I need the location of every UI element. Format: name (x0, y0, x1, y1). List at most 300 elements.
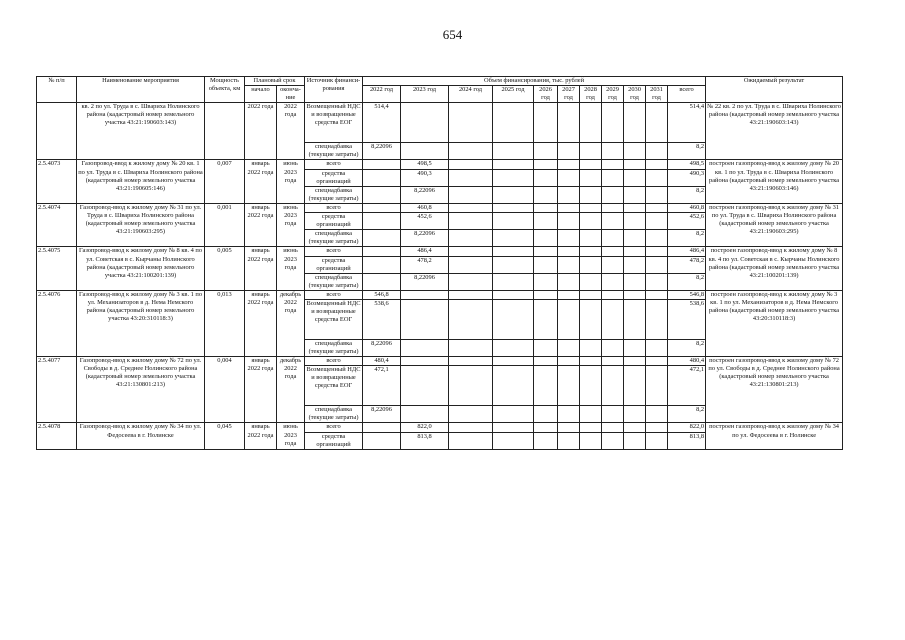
value-total: 452,6 (668, 213, 706, 230)
header-period: Плановый срок (245, 77, 305, 86)
value-2023: 486,4 (401, 247, 449, 256)
value-empty (602, 299, 624, 339)
value-empty (580, 203, 602, 212)
value-2022 (363, 160, 401, 169)
value-empty (646, 366, 668, 406)
row-source: Возмещенный НДС и возвращенные средства ЕОГ (305, 366, 363, 406)
value-2022 (363, 256, 401, 273)
value-2023: 813,8 (401, 432, 449, 449)
row-name: Газопровод-ввод к жилому дому № 20 кв. 1 по ул. Труда в с. Швариха Нолинского района (кадастровый номер земельного участка 43:21:190605:146) (77, 160, 205, 203)
header-year: 2030 год (624, 86, 646, 103)
row-source: всего (305, 247, 363, 256)
row-end: июнь 2023 года (277, 160, 305, 203)
value-empty (646, 213, 668, 230)
value-empty (602, 273, 624, 290)
value-empty (558, 423, 580, 432)
value-empty (602, 186, 624, 203)
value-empty (558, 339, 580, 356)
value-empty (534, 357, 558, 366)
value-2022: 538,6 (363, 299, 401, 339)
value-empty (624, 366, 646, 406)
row-result: № 22 кв. 2 по ул. Труда в с. Швариха Нолинского района (кадастровый номер земельного участка 43:21:190603:143) (706, 103, 843, 160)
value-empty (493, 406, 534, 423)
value-empty (624, 406, 646, 423)
value-empty (493, 169, 534, 186)
value-empty (449, 169, 493, 186)
row-result: построен газопровод-ввод к жилому дому № 31 по ул. Труда в с. Швариха Нолинского района (кадастровый номер земельного участка 43:21:190603:295) (706, 203, 843, 246)
row-capacity: 0,013 (205, 290, 245, 356)
value-empty (624, 357, 646, 366)
row-source: спецнадбавка (текущие затраты) (305, 339, 363, 356)
row-number: 2.5.4074 (37, 203, 77, 246)
value-empty (624, 423, 646, 432)
value-2023 (401, 290, 449, 299)
value-2023: 460,8 (401, 203, 449, 212)
value-empty (602, 290, 624, 299)
row-result: построен газопровод-ввод к жилому дому № 8 кв. 4 по ул. Советская в с. Кырчаны Нолинского района (кадастровый номер земельного участка 43:21:100201:139) (706, 247, 843, 290)
value-empty (534, 213, 558, 230)
row-source: спецнадбавка (текущие затраты) (305, 143, 363, 160)
row-source: средства организаций (305, 256, 363, 273)
value-empty (558, 256, 580, 273)
value-2022: 8,22096 (363, 406, 401, 423)
row-start: январь 2022 года (245, 203, 277, 246)
value-empty (558, 169, 580, 186)
header-total: всего (668, 86, 706, 103)
row-start: январь 2022 года (245, 423, 277, 449)
value-total: 486,4 (668, 247, 706, 256)
row-capacity: 0,001 (205, 203, 245, 246)
value-empty (449, 273, 493, 290)
value-empty (558, 366, 580, 406)
value-empty (534, 160, 558, 169)
row-capacity (205, 103, 245, 160)
row-end: декабрь 2022 года (277, 357, 305, 423)
value-empty (602, 213, 624, 230)
value-empty (493, 357, 534, 366)
header-end: оконча-ние (277, 86, 305, 103)
value-2022: 514,4 (363, 103, 401, 143)
row-source: спецнадбавка (текущие затраты) (305, 230, 363, 247)
row-source: всего (305, 290, 363, 299)
row-source: средства организаций (305, 432, 363, 449)
value-2023 (401, 366, 449, 406)
row-name: Газопровод-ввод к жилому дому № 3 кв. 1 по ул. Механизаторов в д. Нема Немского района (кадастровый номер земельного участка 43:20:310118:3) (77, 290, 205, 356)
header-year: 2029 год (602, 86, 624, 103)
value-empty (646, 273, 668, 290)
value-2022 (363, 186, 401, 203)
value-empty (646, 423, 668, 432)
value-total: 813,8 (668, 432, 706, 449)
value-empty (624, 203, 646, 212)
value-empty (534, 423, 558, 432)
value-2022: 472,1 (363, 366, 401, 406)
value-empty (449, 423, 493, 432)
value-2023: 8,22096 (401, 186, 449, 203)
value-total: 480,4 (668, 357, 706, 366)
value-empty (624, 273, 646, 290)
value-empty (646, 169, 668, 186)
value-empty (534, 169, 558, 186)
value-empty (449, 256, 493, 273)
value-empty (449, 357, 493, 366)
value-empty (580, 230, 602, 247)
header-start: начало (245, 86, 277, 103)
table-row (37, 203, 843, 212)
value-empty (580, 423, 602, 432)
header-year: 2023 год (401, 86, 449, 103)
row-name: Газопровод-ввод к жилому дому № 72 по ул. Свободы в д. Среднее Нолинского района (кадастровый номер земельного участка 43:21:130801:213) (77, 357, 205, 423)
row-number (37, 103, 77, 160)
value-empty (534, 406, 558, 423)
value-empty (493, 230, 534, 247)
header-year: 2024 год (449, 86, 493, 103)
value-empty (646, 432, 668, 449)
value-empty (602, 230, 624, 247)
value-empty (558, 203, 580, 212)
value-empty (602, 143, 624, 160)
value-empty (493, 432, 534, 449)
value-total: 8,2 (668, 186, 706, 203)
table-header (37, 77, 843, 103)
value-empty (624, 247, 646, 256)
value-empty (493, 213, 534, 230)
value-empty (558, 432, 580, 449)
value-empty (534, 432, 558, 449)
value-empty (602, 103, 624, 143)
header-funding: Объем финансирования, тыс. рублей (363, 77, 706, 86)
value-empty (602, 169, 624, 186)
value-2023: 498,5 (401, 160, 449, 169)
value-empty (602, 256, 624, 273)
value-empty (646, 339, 668, 356)
value-empty (493, 299, 534, 339)
value-2022 (363, 432, 401, 449)
value-empty (493, 366, 534, 406)
value-empty (493, 143, 534, 160)
header-result: Ожидаемый результат (706, 77, 843, 103)
header-year: 2022 год (363, 86, 401, 103)
value-empty (624, 143, 646, 160)
row-number: 2.5.4073 (37, 160, 77, 203)
row-result: построен газопровод-ввод к жилому дому № 72 по ул. Свободы в д. Среднее Нолинского района (кадастровый номер земельного участка 43:21:130801:213) (706, 357, 843, 423)
value-empty (624, 432, 646, 449)
value-2022 (363, 273, 401, 290)
header-num: № п/п (37, 77, 77, 103)
value-empty (646, 406, 668, 423)
value-empty (580, 186, 602, 203)
row-source: всего (305, 203, 363, 212)
value-empty (580, 247, 602, 256)
row-source: спецнадбавка (текущие затраты) (305, 406, 363, 423)
value-empty (493, 160, 534, 169)
value-empty (534, 256, 558, 273)
row-end: 2022 года (277, 103, 305, 160)
value-empty (534, 339, 558, 356)
value-empty (449, 366, 493, 406)
value-empty (449, 432, 493, 449)
value-empty (602, 366, 624, 406)
header-year: 2031 год (646, 86, 668, 103)
value-empty (646, 160, 668, 169)
value-2023 (401, 357, 449, 366)
value-total: 460,8 (668, 203, 706, 212)
row-source: средства организаций (305, 213, 363, 230)
value-empty (624, 290, 646, 299)
value-empty (558, 160, 580, 169)
row-result: построен газопровод-ввод к жилому дому № 3 кв. 1 по ул. Механизаторов в д. Нема Немского района (кадастровый номер земельного участка 43:20:310118:3) (706, 290, 843, 356)
value-empty (493, 103, 534, 143)
value-empty (558, 103, 580, 143)
value-2023: 452,6 (401, 213, 449, 230)
value-2023: 822,0 (401, 423, 449, 432)
value-2023 (401, 143, 449, 160)
value-2022: 546,8 (363, 290, 401, 299)
header-year: 2027 год (558, 86, 580, 103)
value-empty (449, 299, 493, 339)
value-empty (646, 186, 668, 203)
value-empty (646, 357, 668, 366)
value-empty (558, 230, 580, 247)
value-2023: 478,2 (401, 256, 449, 273)
row-start: январь 2022 года (245, 357, 277, 423)
value-empty (624, 213, 646, 230)
value-total: 514,4 (668, 103, 706, 143)
row-name: Газопровод-ввод к жилому дому № 8 кв. 4 по ул. Советская в с. Кырчаны Нолинского района (кадастровый номер земельного участка 43:21:100201:139) (77, 247, 205, 290)
value-total: 8,2 (668, 143, 706, 160)
value-empty (493, 339, 534, 356)
value-empty (558, 299, 580, 339)
value-2022: 480,4 (363, 357, 401, 366)
row-number: 2.5.4076 (37, 290, 77, 356)
value-empty (558, 247, 580, 256)
value-2023: 8,22096 (401, 230, 449, 247)
value-empty (449, 186, 493, 203)
value-empty (449, 213, 493, 230)
table-row (37, 160, 843, 169)
value-empty (493, 247, 534, 256)
value-empty (624, 339, 646, 356)
row-result: построен газопровод-ввод к жилому дому № 20 кв. 1 по ул. Труда в с. Швариха Нолинского района (кадастровый номер земельного участка 43:21:190603:146) (706, 160, 843, 203)
value-empty (534, 273, 558, 290)
value-empty (602, 160, 624, 169)
value-empty (534, 230, 558, 247)
value-empty (580, 290, 602, 299)
value-empty (602, 203, 624, 212)
table-row (37, 357, 843, 366)
header-name: Наименование мероприятия (77, 77, 205, 103)
value-empty (534, 299, 558, 339)
value-total: 822,0 (668, 423, 706, 432)
value-total: 490,3 (668, 169, 706, 186)
value-empty (624, 186, 646, 203)
value-2022 (363, 423, 401, 432)
table-row (37, 290, 843, 299)
row-start: 2022 года (245, 103, 277, 160)
row-end: июнь 2023 года (277, 423, 305, 449)
row-source: Возмещенный НДС и возвращенные средства ЕОГ (305, 103, 363, 143)
value-empty (580, 213, 602, 230)
value-total: 538,6 (668, 299, 706, 339)
value-empty (624, 256, 646, 273)
value-empty (602, 339, 624, 356)
value-empty (493, 423, 534, 432)
value-2023: 490,3 (401, 169, 449, 186)
table-row (37, 247, 843, 256)
row-end: июнь 2023 года (277, 247, 305, 290)
value-empty (449, 143, 493, 160)
value-empty (534, 186, 558, 203)
value-empty (580, 432, 602, 449)
row-source: спецнадбавка (текущие затраты) (305, 273, 363, 290)
row-number: 2.5.4075 (37, 247, 77, 290)
row-source: спецнадбавка (текущие затраты) (305, 186, 363, 203)
row-start: январь 2022 года (245, 247, 277, 290)
row-name: кв. 2 по ул. Труда в с. Швариха Нолинского района (кадастровый номер земельного участка 43:21:190603:143) (77, 103, 205, 160)
value-2022 (363, 247, 401, 256)
header-year: 2028 год (580, 86, 602, 103)
value-total: 8,2 (668, 230, 706, 247)
row-source: всего (305, 160, 363, 169)
value-empty (624, 299, 646, 339)
value-empty (646, 230, 668, 247)
value-empty (624, 230, 646, 247)
value-empty (580, 357, 602, 366)
value-empty (602, 357, 624, 366)
value-2022: 8,22096 (363, 339, 401, 356)
value-2023 (401, 299, 449, 339)
value-total: 498,5 (668, 160, 706, 169)
value-empty (646, 203, 668, 212)
value-empty (449, 290, 493, 299)
value-empty (580, 299, 602, 339)
value-2022 (363, 203, 401, 212)
value-empty (602, 247, 624, 256)
row-result: построен газопровод-ввод к жилому дому № 34 по ул. Федосеева в г. Нолинске (706, 423, 843, 449)
value-empty (493, 273, 534, 290)
value-empty (534, 103, 558, 143)
value-empty (580, 406, 602, 423)
value-empty (580, 169, 602, 186)
value-empty (646, 143, 668, 160)
row-capacity: 0,045 (205, 423, 245, 449)
row-number: 2.5.4078 (37, 423, 77, 449)
header-source: Источник финанси-рования (305, 77, 363, 103)
row-start: январь 2022 года (245, 160, 277, 203)
value-empty (493, 186, 534, 203)
value-empty (580, 256, 602, 273)
value-empty (646, 299, 668, 339)
value-empty (646, 290, 668, 299)
table-body (37, 103, 843, 449)
value-2022 (363, 169, 401, 186)
value-empty (646, 103, 668, 143)
value-2022 (363, 230, 401, 247)
value-empty (580, 160, 602, 169)
value-empty (646, 256, 668, 273)
value-empty (624, 160, 646, 169)
row-number: 2.5.4077 (37, 357, 77, 423)
value-2022: 8,22096 (363, 143, 401, 160)
header-year: 2025 год (493, 86, 534, 103)
value-empty (580, 273, 602, 290)
value-empty (493, 203, 534, 212)
header-year: 2026 год (534, 86, 558, 103)
value-2022 (363, 213, 401, 230)
value-2023 (401, 339, 449, 356)
value-empty (558, 273, 580, 290)
value-empty (534, 290, 558, 299)
value-empty (602, 423, 624, 432)
value-empty (558, 290, 580, 299)
table-row (37, 423, 843, 432)
value-empty (493, 256, 534, 273)
row-source: Возмещенный НДС и возвращенные средства ЕОГ (305, 299, 363, 339)
value-empty (449, 203, 493, 212)
value-empty (449, 406, 493, 423)
value-empty (449, 247, 493, 256)
value-empty (558, 186, 580, 203)
value-2023 (401, 103, 449, 143)
row-name: Газопровод-ввод к жилому дому № 34 по ул. Федосеева в г. Нолинске (77, 423, 205, 449)
row-end: декабрь 2022 года (277, 290, 305, 356)
row-name: Газопровод-ввод к жилому дому № 31 по ул. Труда в с. Швариха Нолинского района (кадастровый номер земельного участка 43:21:190603:295) (77, 203, 205, 246)
value-total: 8,2 (668, 273, 706, 290)
value-empty (602, 406, 624, 423)
value-empty (493, 290, 534, 299)
value-empty (449, 339, 493, 356)
funding-table (36, 76, 843, 450)
value-empty (558, 213, 580, 230)
value-empty (558, 357, 580, 366)
row-source: средства организаций (305, 169, 363, 186)
value-empty (624, 103, 646, 143)
value-total: 478,2 (668, 256, 706, 273)
row-start: январь 2022 года (245, 290, 277, 356)
value-empty (534, 366, 558, 406)
value-empty (580, 339, 602, 356)
value-empty (534, 143, 558, 160)
row-capacity: 0,004 (205, 357, 245, 423)
value-empty (449, 160, 493, 169)
value-empty (449, 230, 493, 247)
value-2023: 8,22096 (401, 273, 449, 290)
value-empty (558, 143, 580, 160)
table-row (37, 103, 843, 143)
value-empty (580, 143, 602, 160)
value-total: 8,2 (668, 339, 706, 356)
value-total: 546,8 (668, 290, 706, 299)
value-total: 8,2 (668, 406, 706, 423)
value-empty (580, 103, 602, 143)
value-empty (558, 406, 580, 423)
header-capacity: Мощность объекта, км (205, 77, 245, 103)
value-empty (449, 103, 493, 143)
value-empty (646, 247, 668, 256)
row-capacity: 0,007 (205, 160, 245, 203)
row-end: июнь 2023 года (277, 203, 305, 246)
row-source: всего (305, 357, 363, 366)
value-empty (534, 247, 558, 256)
row-source: всего (305, 423, 363, 432)
value-empty (602, 432, 624, 449)
value-empty (624, 169, 646, 186)
value-2023 (401, 406, 449, 423)
value-empty (580, 366, 602, 406)
row-capacity: 0,005 (205, 247, 245, 290)
page-number: 654 (442, 27, 463, 42)
value-empty (534, 203, 558, 212)
